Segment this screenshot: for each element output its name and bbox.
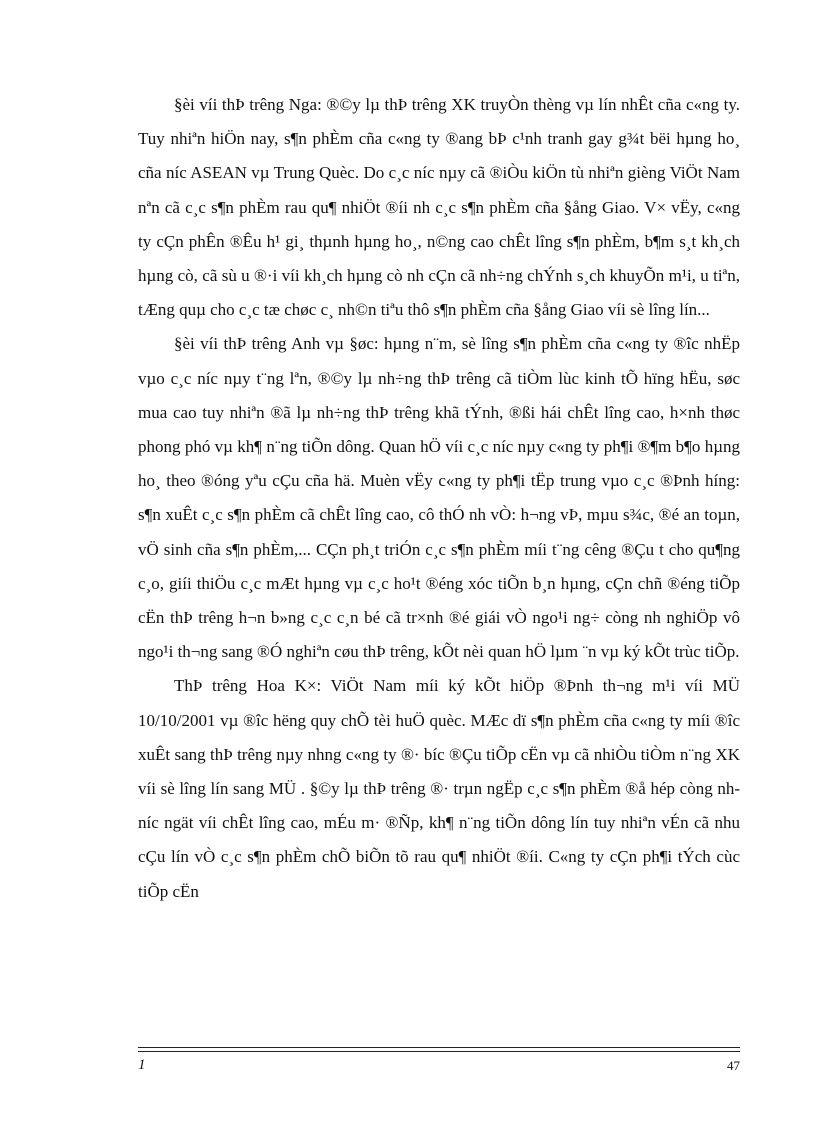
paragraph-russia-market: §èi víi thÞ trêng Nga: ®©y lµ thÞ trêng XK truyÒn thèng vµ lín nhÊt cña c«ng ty. Tuy nhiªn hiÖn nay, s¶n phÈm cña c«ng ty ®ang bÞ c¹nh tranh gay g¾t bëi hµng ho¸ cña níc ASEAN vµ Trung Quèc. Do c¸c níc nµy cã ®iÒu kiÖn tù nhiªn gièng ViÖt Nam nªn cã c¸c s¶n phÈm rau qu¶ nhiÖt ®íi nh c¸c s¶n phÈm cña §ång Giao. V× vËy, c«ng ty cÇn phÊn ®Êu h¹ gi¸ thµnh hµng ho¸, n©ng cao chÊt lîng s¶n phÈm, b¶m s¸t kh¸ch hµng cò, cã sù u ®·i víi kh¸ch hµng cò nh cÇn cã nh÷ng chÝnh s¸ch khuyÕn m¹i, u tiªn, tÆng quµ cho c¸c tæ chøc c¸ nh©n tiªu thô s¶n phÈm cña §ång Giao víi sè lîng lín... (138, 95, 740, 320)
body-text (138, 88, 740, 909)
paragraph-us-market: ThÞ trêng Hoa K×: ViÖt Nam míi ký kÕt hiÖp ®Þnh th¬ng m¹i víi MÜ 10/10/2001 vµ ®îc hëng quy chÕ tèi huÖ quèc. MÆc dï s¶n phÈm cña c«ng ty míi ®îc xuÊt sang thÞ trêng nµy nhng c«ng ty ®· bíc ®Çu tiÕp cËn vµ cã nhiÒu tiÒm n¨ng XK víi sè lîng lín sang MÜ . §©y lµ thÞ trêng ®· trµn ngËp c¸c s¶n phÈm ®å hép còng nh níc ngät víi chÊt lîng cao, mÉu m· ®Ñp, kh¶ n¨ng tiÕn dông lín tuy nhiªn vÉn cã nhu cÇu lín vÒ c¸c s¶n phÈm chÕ biÕn tõ rau qu¶ nhiÖt ®íi. C«ng ty cÇn ph¶i tÝch cùc tiÕp cËn (138, 676, 740, 901)
footer-rule (138, 1047, 740, 1052)
page-number: 47 (727, 1058, 740, 1073)
footer-left-mark: 1 (138, 1057, 146, 1073)
paragraph-uk-germany-market: §èi víi thÞ trêng Anh vµ §øc: hµng n¨m, sè lîng s¶n phÈm cña c«ng ty ®îc nhËp vµo c¸c níc nµy t¨ng lªn, ®©y lµ nh÷ng thÞ trêng cã tiÒm lùc kinh tÕ hïng hËu, søc mua cao tuy nhiªn ®ã lµ nh÷ng thÞ trêng khã tÝnh, ®ßi hái chÊt lîng cao, h×nh thøc phong phó vµ kh¶ n¨ng tiÕn dông. Quan hÖ víi c¸c níc nµy c«ng ty ph¶i ®¶m b¶o hµng ho¸ theo ®óng yªu cÇu cña hä. Muèn vËy c«ng ty ph¶i tËp trung vµo c¸c ®Þnh híng: s¶n xuÊt c¸c s¶n phÈm cã chÊt lîng cao, cô thÓ nh vÒ: h¬ng vÞ, mµu s¾c, ®é an toµn, vÖ sinh cña s¶n phÈm,... CÇn ph¸t triÓn c¸c s¶n phÈm míi t¨ng cêng ®Çu t cho qu¶ng c¸o, giíi thiÖu c¸c mÆt hµng vµ c¸c ho¹t ®éng xóc tiÕn b¸n hµng, cÇn chñ ®éng tiÕp cËn thÞ trêng h¬n b»ng c¸c c¸n bé cã tr×nh ®é giái vÒ ngo¹i ng÷ còng nh nghiÖp vô ngo¹i th¬ng sang ®Ó nghiªn cøu thÞ trêng, kÕt nèi quan hÖ lµm ¨n vµ ký kÕt trùc tiÕp. (138, 334, 740, 662)
